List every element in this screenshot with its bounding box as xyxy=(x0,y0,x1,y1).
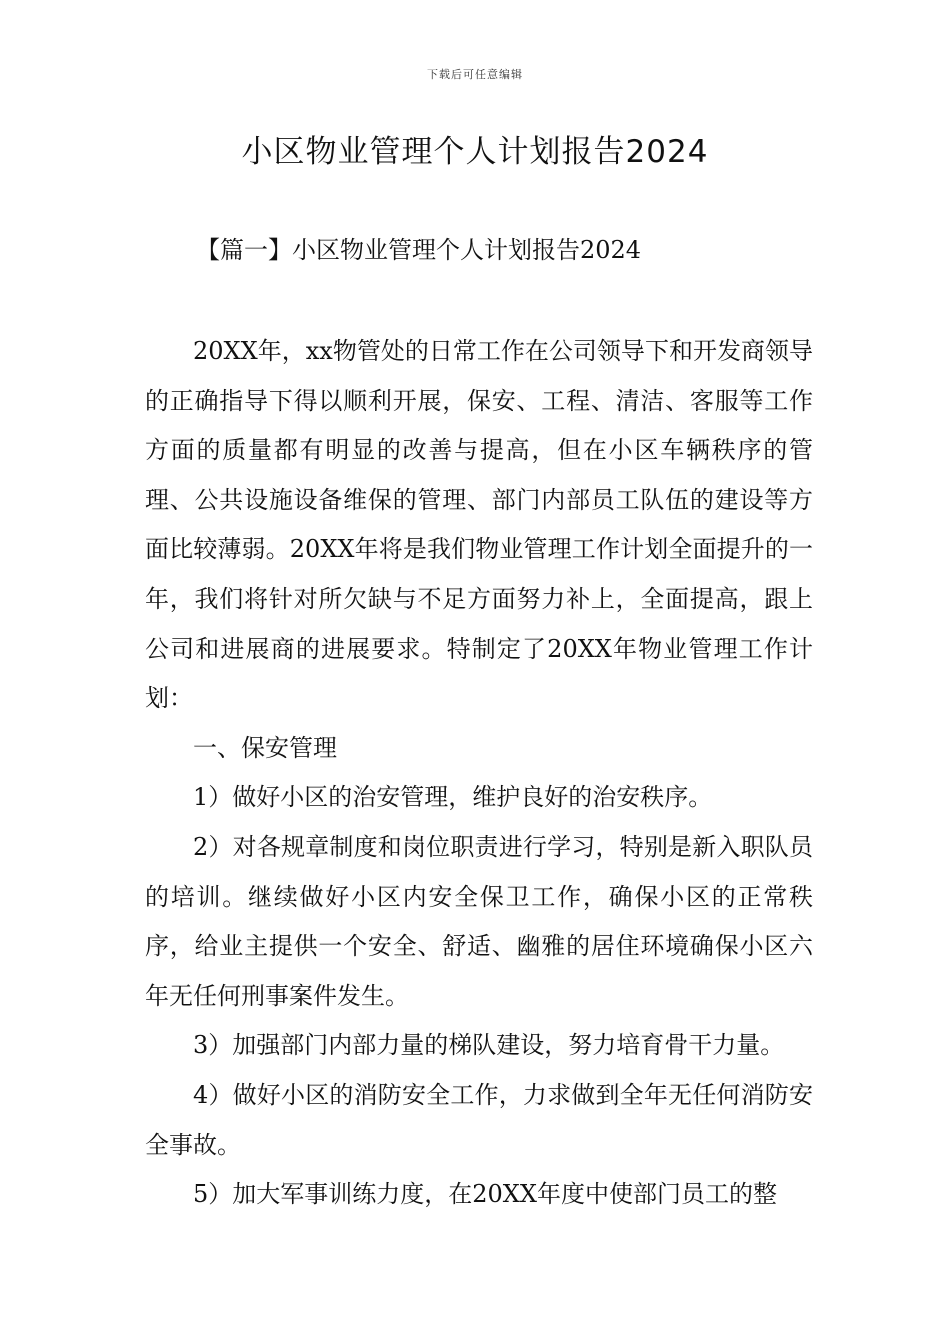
paragraph-item-5: 5）加大军事训练力度，在20XX年度中使部门员工的整 xyxy=(193,1180,777,1209)
paragraph-item-1: 1）做好小区的治安管理，维护良好的治安秩序。 xyxy=(193,783,713,812)
paragraph-item-2: 2）对各规章制度和岗位职责进行学习，特别是新入职队员的培训。继续做好小区内安全保卫工作，确保小区的正常秩序，给业主提供一个安全、舒适、幽雅的居住环境确保小区六年无任何刑事案件发生。 xyxy=(145,832,813,1010)
paragraph-security-heading: 一、保安管理 xyxy=(193,733,337,762)
document-body xyxy=(145,327,813,1220)
paragraph-item-3: 3）加强部门内部力量的梯队建设，努力培育骨干力量。 xyxy=(193,1031,785,1060)
paragraph-item-4: 4）做好小区的消防安全工作，力求做到全年无任何消防安全事故。 xyxy=(145,1080,813,1159)
document-title: 小区物业管理个人计划报告2024 xyxy=(241,134,709,170)
paragraph-intro: 20XX年，xx物管处的日常工作在公司领导下和开发商领导的正确指导下得以顺利开展，保安、工程、清洁、客服等工作方面的质量都有明显的改善与提高，但在小区车辆秩序的管理、公共设施设备维保的管理、部门内部员工队伍的建设等方面比较薄弱。20XX年将是我们物业管理工作计划全面提升的一年，我们将针对所欠缺与不足方面努力补上，全面提高，跟上公司和进展商的进展要求。特制定了20XX年物业管理工作计划： xyxy=(145,337,813,713)
header-note: 下载后可任意编辑 xyxy=(427,68,523,81)
section-heading: 【篇一】小区物业管理个人计划报告2024 xyxy=(196,236,642,264)
